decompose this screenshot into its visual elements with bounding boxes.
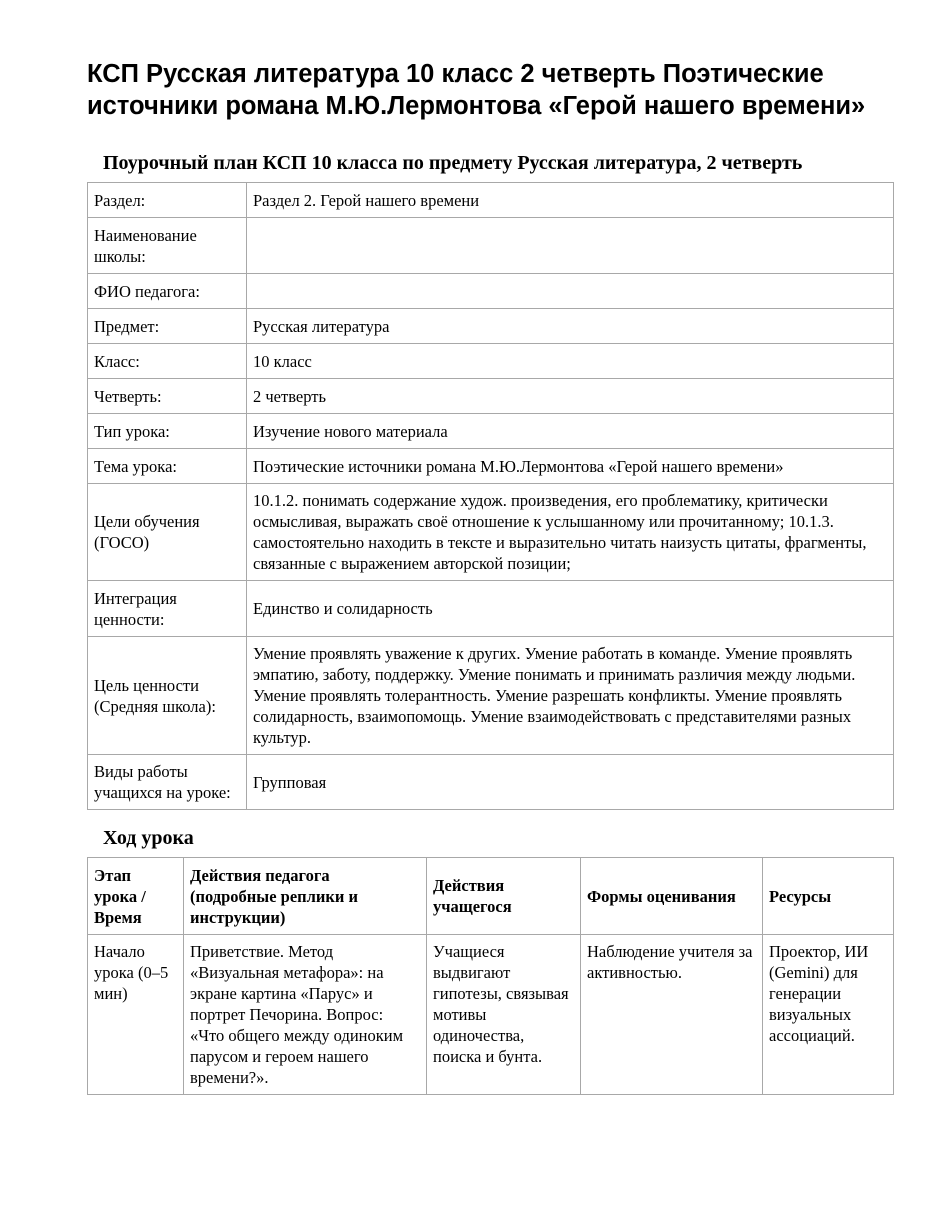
column-header: Действия педагога (подробные реплики и инструкции): [184, 858, 427, 935]
column-header: Формы оценивания: [581, 858, 763, 935]
info-value: 10.1.2. понимать содержание худож. произведения, его проблематику, критически осмысливая, выражать своё отношение к услышанному или прочитанному; 10.1.3. самостоятельно находить в тексте и выразительно читать наизусть цитаты, фрагменты, связанные с выражением авторской позиции;: [247, 484, 894, 581]
table-row: [88, 935, 894, 1095]
info-value: Умение проявлять уважение к других. Умение работать в команде. Умение проявлять эмпатию, заботу, поддержку. Умение понимать и принимать различия между людьми. Умение проявлять толерантность. Умение разрешать конфликты. Умение проявлять солидарность, взаимопомощь. Умение взаимодействовать с представителями разных культур.: [247, 637, 894, 755]
info-label: Раздел:: [88, 183, 247, 218]
info-row-teacher: [88, 274, 894, 309]
info-label: Четверть:: [88, 379, 247, 414]
table-cell: Проектор, ИИ (Gemini) для генерации визуальных ассоциаций.: [763, 935, 894, 1095]
table-cell: Приветствие. Метод «Визуальная метафора»: на экране картина «Парус» и портрет Печорина. Вопрос: «Что общего между одиноким парусом и героем нашего времени?».: [184, 935, 427, 1095]
info-row-grade: [88, 344, 894, 379]
info-row-lesson-topic: [88, 449, 894, 484]
info-row-subject: [88, 309, 894, 344]
lesson-course-table: [87, 857, 894, 1095]
info-value: Единство и солидарность: [247, 581, 894, 637]
info-value: [247, 218, 894, 274]
info-row-work-types: [88, 755, 894, 810]
info-value: Русская литература: [247, 309, 894, 344]
info-value: Изучение нового материала: [247, 414, 894, 449]
course-header-row: [88, 858, 894, 935]
info-label: Наименование школы:: [88, 218, 247, 274]
column-header: Этап урока / Время: [88, 858, 184, 935]
info-row-section: [88, 183, 894, 218]
info-label: Цели обучения (ГОСО): [88, 484, 247, 581]
table-cell: Наблюдение учителя за активностью.: [581, 935, 763, 1095]
info-value: 10 класс: [247, 344, 894, 379]
document-page: [87, 58, 893, 1095]
info-value: [247, 274, 894, 309]
info-label: Предмет:: [88, 309, 247, 344]
info-value: 2 четверть: [247, 379, 894, 414]
info-value: Раздел 2. Герой нашего времени: [247, 183, 894, 218]
column-header: Ресурсы: [763, 858, 894, 935]
info-label: Тема урока:: [88, 449, 247, 484]
document-title: КСП Русская литература 10 класс 2 четверть Поэтические источники романа М.Ю.Лермонтова «Герой нашего времени»: [87, 60, 866, 120]
info-label: Класс:: [88, 344, 247, 379]
plan-heading: Поурочный план КСП 10 класса по предмету Русская литература, 2 четверть: [103, 152, 803, 174]
info-label: ФИО педагога:: [88, 274, 247, 309]
info-row-learning-goals: [88, 484, 894, 581]
info-value: Групповая: [247, 755, 894, 810]
info-row-quarter: [88, 379, 894, 414]
info-label: Виды работы учащихся на уроке:: [88, 755, 247, 810]
table-cell: Учащиеся выдвигают гипотезы, связывая мотивы одиночества, поиска и бунта.: [427, 935, 581, 1095]
info-label: Тип урока:: [88, 414, 247, 449]
course-heading: Ход урока: [103, 827, 194, 849]
info-row-school: [88, 218, 894, 274]
column-header: Действия учащегося: [427, 858, 581, 935]
lesson-info-table: [87, 182, 894, 810]
info-label: Цель ценности (Средняя школа):: [88, 637, 247, 755]
info-row-value-integration: [88, 581, 894, 637]
info-row-value-goal: [88, 637, 894, 755]
table-cell: Начало урока (0–5 мин): [88, 935, 184, 1095]
info-value: Поэтические источники романа М.Ю.Лермонтова «Герой нашего времени»: [247, 449, 894, 484]
info-row-lesson-type: [88, 414, 894, 449]
info-label: Интеграция ценности:: [88, 581, 247, 637]
